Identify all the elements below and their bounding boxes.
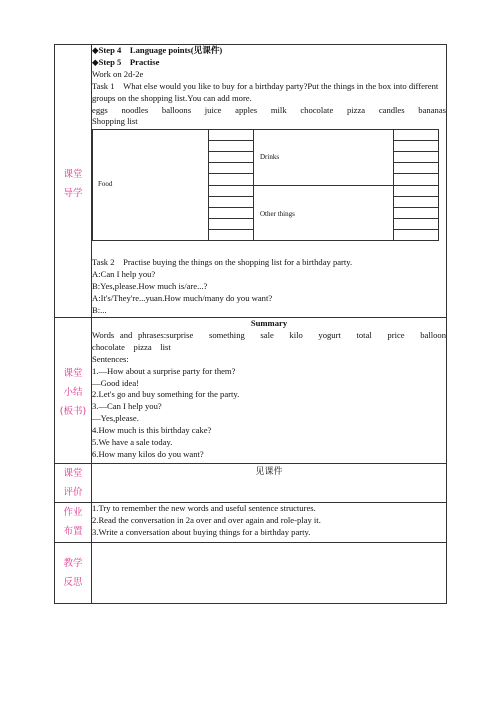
guide-label — [55, 45, 92, 318]
drinks-label: Drinks — [260, 153, 280, 162]
evaluation-row — [55, 464, 447, 503]
guide-content — [92, 45, 447, 318]
label-line: 作业 — [63, 507, 83, 518]
sentence-line: 4.How much is this birthday cake? — [92, 425, 212, 436]
reflection-label — [55, 543, 92, 604]
sentence-line: —Yes,please. — [92, 413, 139, 424]
label-line: 课堂 — [63, 169, 83, 180]
homework-label — [55, 503, 92, 543]
sentences-title: Sentences: — [92, 353, 129, 364]
label-line: 课堂 — [63, 368, 83, 379]
sentence-line: 5.We have a sale today. — [92, 437, 173, 448]
reflection-content — [92, 543, 447, 604]
homework-content — [92, 503, 447, 543]
label-line: 课堂 — [63, 468, 83, 479]
shopping-list-grid — [92, 129, 439, 241]
sentence-line: 1.—How about a surprise party for them? — [92, 365, 236, 376]
sentence-line: —Good idea! — [92, 377, 140, 388]
dialog-line: A:It's/They're...yuan.How much/many do you want? — [92, 293, 273, 304]
task1-text: Task 1 What else would you like to buy for a birthday party?Put the things in the box into different groups on the shopping list.You can add more. — [92, 80, 439, 103]
label-line: 小结 — [63, 387, 83, 398]
label-line: 导学 — [63, 188, 83, 199]
summary-title: Summary — [250, 318, 288, 328]
dialog-line: A:Can I help you? — [92, 269, 156, 280]
dialog-line: B:... — [92, 304, 107, 315]
summary-label — [55, 318, 92, 464]
food-label: Food — [98, 180, 113, 189]
task2-text: Task 2 Practise buying the things on the shopping list for a birthday party. — [92, 257, 353, 268]
work-line: Work on 2d-2e — [92, 68, 144, 79]
homework-row — [55, 503, 447, 543]
summary-phrases: Words and phrases:surprise something sale kilo yogurt total price balloon — [92, 329, 446, 340]
homework-line: 3.Write a conversation about buying things for a birthday party. — [92, 526, 311, 537]
lesson-plan-table — [54, 44, 447, 604]
reflection-row — [55, 543, 447, 604]
word-box: eggs noodles balloons juice apples milk chocolate pizza candles bananas — [92, 104, 446, 115]
sentence-line: 3.—Can I help you? — [92, 401, 162, 412]
label-line: 布置 — [63, 526, 83, 537]
dialog-line: B:Yes,please.How much is/are...? — [92, 281, 208, 292]
summary-content — [92, 318, 447, 464]
step5-heading: ◆Step 5 Practise — [92, 56, 160, 67]
label-line: (板书) — [59, 406, 87, 417]
label-line: 教学 — [63, 558, 83, 569]
sentence-line: 2.Let's go and buy something for the party. — [92, 389, 240, 400]
summary-row — [55, 318, 447, 464]
summary-phrases-2: chocolate pizza list — [92, 341, 171, 352]
homework-line: 1.Try to remember the new words and useful sentence structures. — [92, 503, 316, 513]
shopping-list-title: Shopping list — [92, 116, 138, 127]
label-line: 反思 — [63, 577, 83, 588]
label-line: 评价 — [63, 487, 83, 498]
other-things-label: Other things — [260, 210, 295, 219]
homework-line: 2.Read the conversation in 2a over and over again and role-play it. — [92, 514, 321, 525]
guide-row — [55, 45, 447, 318]
sentence-line: 6.How many kilos do you want? — [92, 448, 204, 459]
step4-heading: ◆Step 4 Language points(见课件) — [92, 45, 223, 55]
evaluation-label — [55, 464, 92, 503]
evaluation-content: 见课件 — [92, 464, 447, 503]
